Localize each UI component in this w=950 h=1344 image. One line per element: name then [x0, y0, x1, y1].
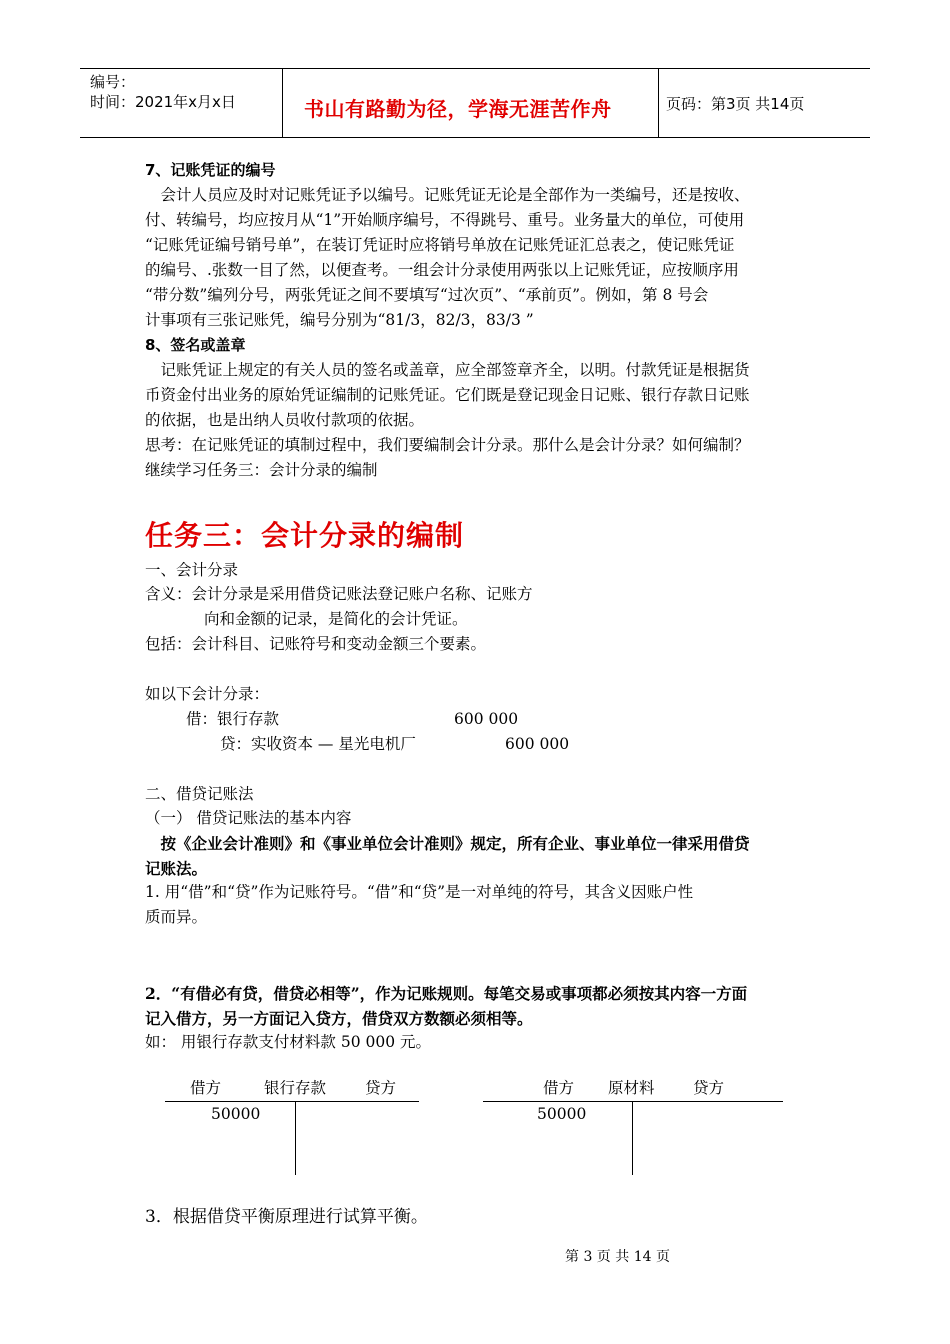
example-intro: 如以下会计分录： — [145, 685, 270, 703]
header-page: 页码：第3页 共14页 — [666, 95, 805, 113]
header-number: 编号： — [90, 73, 136, 91]
paragraph-line: 记账凭证上规定的有关人员的签名或盖章，应全部签章齐全，以明。付款凭证是根据货 — [145, 361, 750, 379]
paragraph-line: 币资金付出业务的原始凭证编制的记账凭证。它们既是登记现金日记账、银行存款日记账 — [145, 386, 750, 404]
paragraph-line: 思考：在记账凭证的填制过程中，我们要编制会计分录。那什么是会计分录？如何编制？ — [145, 436, 750, 454]
paragraph-line: “记账凭证编号销号单”，在装订凭证时应将销号单放在记账凭证汇总表之，使记账凭证 — [145, 236, 735, 254]
t-account-name: 原材料 — [608, 1079, 655, 1097]
paragraph-line: “带分数”编列分号，两张凭证之间不要填写“过次页”、“承前页”。例如，第 8 号会 — [145, 286, 709, 304]
t-account-debit-value: 50000 — [537, 1105, 587, 1123]
paragraph-line: 继续学习任务三：会计分录的编制 — [145, 461, 378, 479]
t-account-debit-value: 50000 — [211, 1105, 261, 1123]
t-account-debit-label: 借方 — [543, 1079, 575, 1097]
t-account-rule — [165, 1101, 419, 1102]
page-header — [80, 68, 870, 138]
bold-paragraph-line: 按《企业会计准则》和《事业单位会计准则》规定，所有企业、事业单位一律采用借贷 — [145, 834, 750, 853]
meaning-line: 含义：会计分录是采用借贷记账法登记账户名称、记账方 — [145, 585, 533, 603]
paragraph-line: 的依据，也是出纳人员收付款项的依据。 — [145, 411, 425, 429]
debit-entry: 借：银行存款 — [186, 710, 280, 728]
header-time: 时间：2021年x月x日 — [90, 93, 236, 111]
point1-line: 质而异。 — [145, 908, 208, 926]
paragraph-line: 会计人员应及时对记账凭证予以编号。记账凭证无论是全部作为一类编号，还是按收、 — [145, 186, 750, 204]
task3-title: 任务三：会计分录的编制 — [145, 519, 465, 552]
paragraph-line: 计事项有三张记账凭，编号分别为“81/3，82/3，83/3 ” — [145, 311, 534, 329]
header-motto: 书山有路勤为径，学海无涯苦作舟 — [304, 97, 612, 121]
t-account-credit-label: 贷方 — [693, 1079, 725, 1097]
t-account-divider — [295, 1101, 296, 1175]
includes-line: 包括：会计科目、记账符号和变动金额三个要素。 — [145, 635, 487, 653]
t-account-rule — [483, 1101, 783, 1102]
bold-paragraph-line: 记账法。 — [145, 859, 208, 878]
section7-heading: 7、记账凭证的编号 — [145, 161, 276, 179]
page-footer: 第 3 页 共 14 页 — [565, 1249, 670, 1265]
header-divider — [658, 69, 659, 137]
t-account-credit-label: 贷方 — [365, 1079, 397, 1097]
point2-line: 2．“有借必有贷，借贷必相等”，作为记账规则。每笔交易或事项都必须按其内容一方面 — [145, 984, 748, 1003]
part2-heading: 二、借贷记账法 — [145, 785, 254, 803]
subsection-heading: （一） 借贷记账法的基本内容 — [145, 809, 352, 827]
point1-line: 1. 用“借”和“贷”作为记账符号。“借”和“贷”是一对单纯的符号，其含义因账户性 — [145, 883, 694, 901]
paragraph-line: 付、转编号，均应按月从“1”开始顺序编号，不得跳号、重号。业务量大的单位，可使用 — [145, 211, 745, 229]
t-account-divider — [632, 1101, 633, 1175]
point2-line: 记入借方，另一方面记入贷方，借贷双方数额必须相等。 — [145, 1009, 533, 1028]
header-divider — [282, 69, 283, 137]
paragraph-line: 的编号、.张数一目了然，以便查考。一组会计分录使用两张以上记账凭证，应按顺序用 — [145, 261, 739, 279]
section8-heading: 8、签名或盖章 — [145, 336, 246, 354]
credit-entry: 贷：实收资本 — 星光电机厂 — [220, 735, 416, 753]
credit-amount: 600 000 — [505, 735, 570, 753]
debit-amount: 600 000 — [454, 710, 519, 728]
example2-line: 如： 用银行存款支付材料款 50 000 元。 — [145, 1033, 432, 1051]
meaning-line: 向和金额的记录，是简化的会计凭证。 — [204, 610, 468, 628]
point3-line: 3．根据借贷平衡原理进行试算平衡。 — [145, 1207, 428, 1227]
t-account-name: 银行存款 — [264, 1079, 327, 1097]
part1-heading: 一、会计分录 — [145, 561, 239, 579]
t-account-debit-label: 借方 — [190, 1079, 222, 1097]
